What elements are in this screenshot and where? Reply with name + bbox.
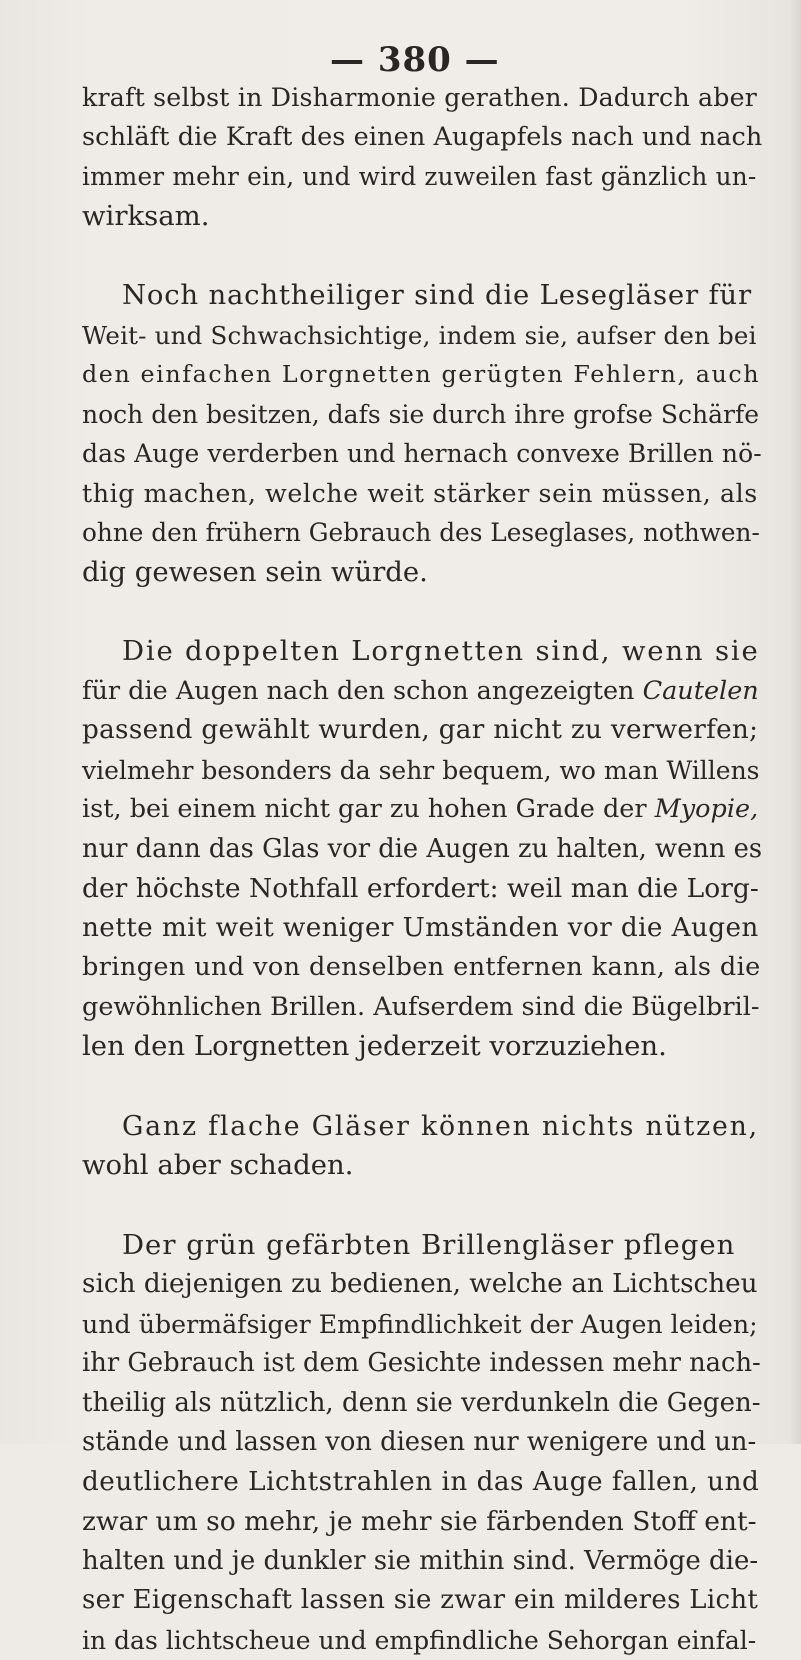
text-line: Weit- und Schwachsichtige, indem sie, aufser den bei <box>82 316 762 356</box>
text-line: deutlichere Lichtstrahlen in das Auge fallen, und <box>82 1463 762 1503</box>
text-line: Die doppelten Lorgnetten sind, wenn sie <box>82 632 762 672</box>
text-line: len den Lorgnetten jederzeit vorzuziehen. <box>82 1027 762 1067</box>
text-line: in das lichtscheue und empfindliche Sehorgan einfal- <box>82 1621 762 1660</box>
text-line: vielmehr besonders da sehr bequem, wo man Willens <box>82 751 762 791</box>
text-line: ohne den frühern Gebrauch des Leseglases, nothwen- <box>82 513 762 553</box>
text-line: Ganz flache Gläser können nichts nützen, <box>82 1107 762 1147</box>
text-line: der höchste Nothfall erfordert: weil man die Lorg- <box>82 869 762 909</box>
page-number: — 380 — <box>330 40 500 80</box>
text-line: wirksam. <box>82 197 762 237</box>
text-line: stände und lassen von diesen nur wenigere und un- <box>82 1423 762 1463</box>
text-line: für die Augen nach den schon angezeigten Cautelen <box>82 672 762 712</box>
paragraph <box>82 632 762 1067</box>
body-text <box>82 78 762 1660</box>
italic-word: Myopie, <box>655 794 759 824</box>
text-line: passend gewählt wurden, gar nicht zu verwerfen; <box>82 711 762 751</box>
text-line: dig gewesen sein würde. <box>82 553 762 593</box>
text-line: ihr Gebrauch ist dem Gesichte indessen mehr nach- <box>82 1344 762 1384</box>
text-line: nur dann das Glas vor die Augen zu halten, wenn es <box>82 830 762 870</box>
text-line: ser Eigenschaft lassen sie zwar ein milderes Licht <box>82 1581 762 1621</box>
text-line: nette mit weit weniger Umständen vor die Augen <box>82 909 762 949</box>
paragraph <box>82 1226 762 1660</box>
text-line: das Auge verderben und hernach convexe Brillen nö- <box>82 434 762 474</box>
text-line: thig machen, welche weit stärker sein müssen, als <box>82 474 762 514</box>
text-line: immer mehr ein, und wird zuweilen fast gänzlich un- <box>82 157 762 197</box>
text-line: Der grün gefärbten Brillengläser pflegen <box>82 1226 762 1266</box>
paragraph <box>82 1107 762 1186</box>
paragraph <box>82 276 762 592</box>
text-line: schläft die Kraft des einen Augapfels nach und nach <box>82 118 762 158</box>
text-line: halten und je dunkler sie mithin sind. Vermöge die- <box>82 1542 762 1582</box>
text-line: den einfachen Lorgnetten gerügten Fehlern, auch <box>82 355 762 395</box>
text-line: theilig als nützlich, denn sie verdunkeln die Gegen- <box>82 1384 762 1424</box>
text-line: sich diejenigen zu bedienen, welche an Lichtscheu <box>82 1265 762 1305</box>
text-line: gewöhnlichen Brillen. Aufserdem sind die Bügelbril- <box>82 988 762 1028</box>
text-line: noch den besitzen, dafs sie durch ihre grofse Schärfe <box>82 395 762 435</box>
text-line: zwar um so mehr, je mehr sie färbenden Stoff ent- <box>82 1502 762 1542</box>
text-line: bringen und von denselben entfernen kann, als die <box>82 948 762 988</box>
paragraph <box>82 78 762 236</box>
page-edge-shadow <box>791 0 801 1444</box>
italic-word: Cautelen <box>643 676 759 706</box>
text-line: kraft selbst in Disharmonie gerathen. Dadurch aber <box>82 78 762 118</box>
text-line: ist, bei einem nicht gar zu hohen Grade der Myopie, <box>82 790 762 830</box>
text-line: wohl aber schaden. <box>82 1146 762 1186</box>
text-line: Noch nachtheiliger sind die Lesegläser für <box>82 276 762 316</box>
text-line: und übermäfsiger Empfindlichkeit der Augen leiden; <box>82 1305 762 1345</box>
